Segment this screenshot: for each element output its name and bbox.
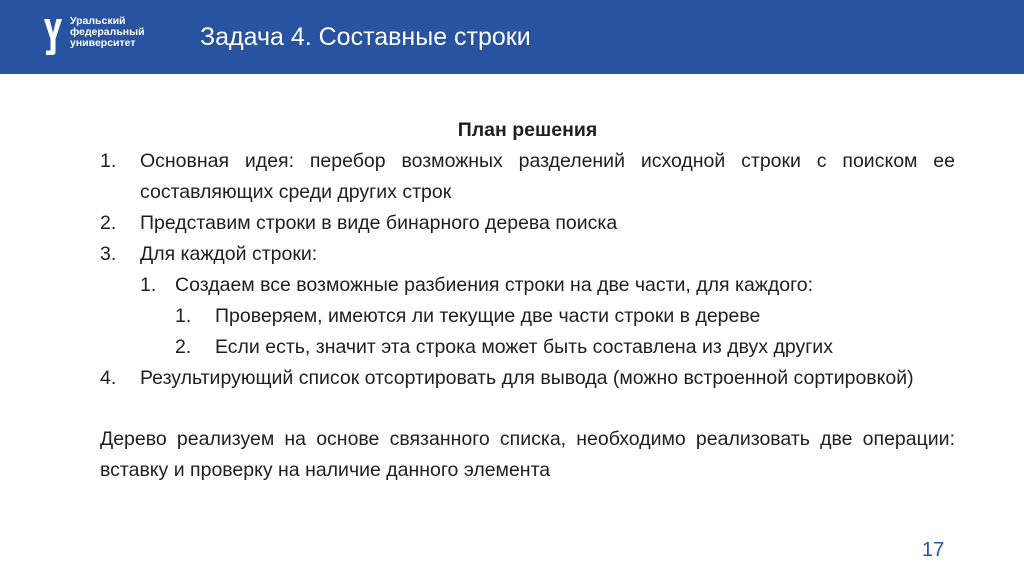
list-number: 3. — [100, 243, 117, 265]
list-item — [100, 208, 955, 239]
logo-line: Уральский — [70, 15, 126, 27]
list-number: 2. — [100, 212, 117, 234]
slide-body — [100, 115, 955, 506]
list-number: 4. — [100, 367, 117, 389]
list-number: 1. — [100, 150, 117, 172]
header-bar — [0, 0, 1024, 74]
slide-title: Задача 4. Составные строки — [200, 23, 531, 51]
list-number: 1. — [140, 274, 157, 296]
list-text: Если есть, значит эта строка может быть составлена из двух других — [215, 336, 833, 358]
list-text: Основная идея: перебор возможных разделений исходной строки с поиском ее составляющих среди других строк — [140, 150, 955, 203]
plan-heading: План решения — [457, 119, 598, 141]
list-text: Для каждой строки: — [140, 243, 318, 265]
list-text: Проверяем, имеются ли текущие две части строки в дереве — [215, 305, 761, 327]
list-item — [100, 239, 955, 270]
logo-line: университет — [70, 37, 136, 49]
closing-paragraph: Дерево реализуем на основе связанного списка, необходимо реализовать две операции: вставку и проверку на наличие данного элемента — [100, 428, 955, 481]
list-text: Представим строки в виде бинарного дерева поиска — [140, 212, 618, 234]
page-number: 17 — [922, 539, 945, 561]
list-number: 1. — [175, 305, 192, 327]
sub-list-item — [100, 270, 955, 301]
logo-line: федеральный — [70, 26, 145, 38]
sub-sub-list-item — [100, 332, 955, 363]
list-number: 2. — [175, 336, 192, 358]
list-item — [100, 146, 955, 208]
sub-sub-list-item — [100, 301, 955, 332]
list-text: Создаем все возможные разбиения строки на две части, для каждого: — [175, 274, 814, 296]
logo-icon — [42, 16, 64, 56]
logo-text — [70, 16, 145, 49]
list-text: Результирующий список отсортировать для вывода (можно встроенной сортировкой) — [140, 367, 914, 389]
university-logo — [42, 16, 145, 58]
solution-steps-list — [100, 146, 955, 394]
list-item — [100, 363, 955, 394]
